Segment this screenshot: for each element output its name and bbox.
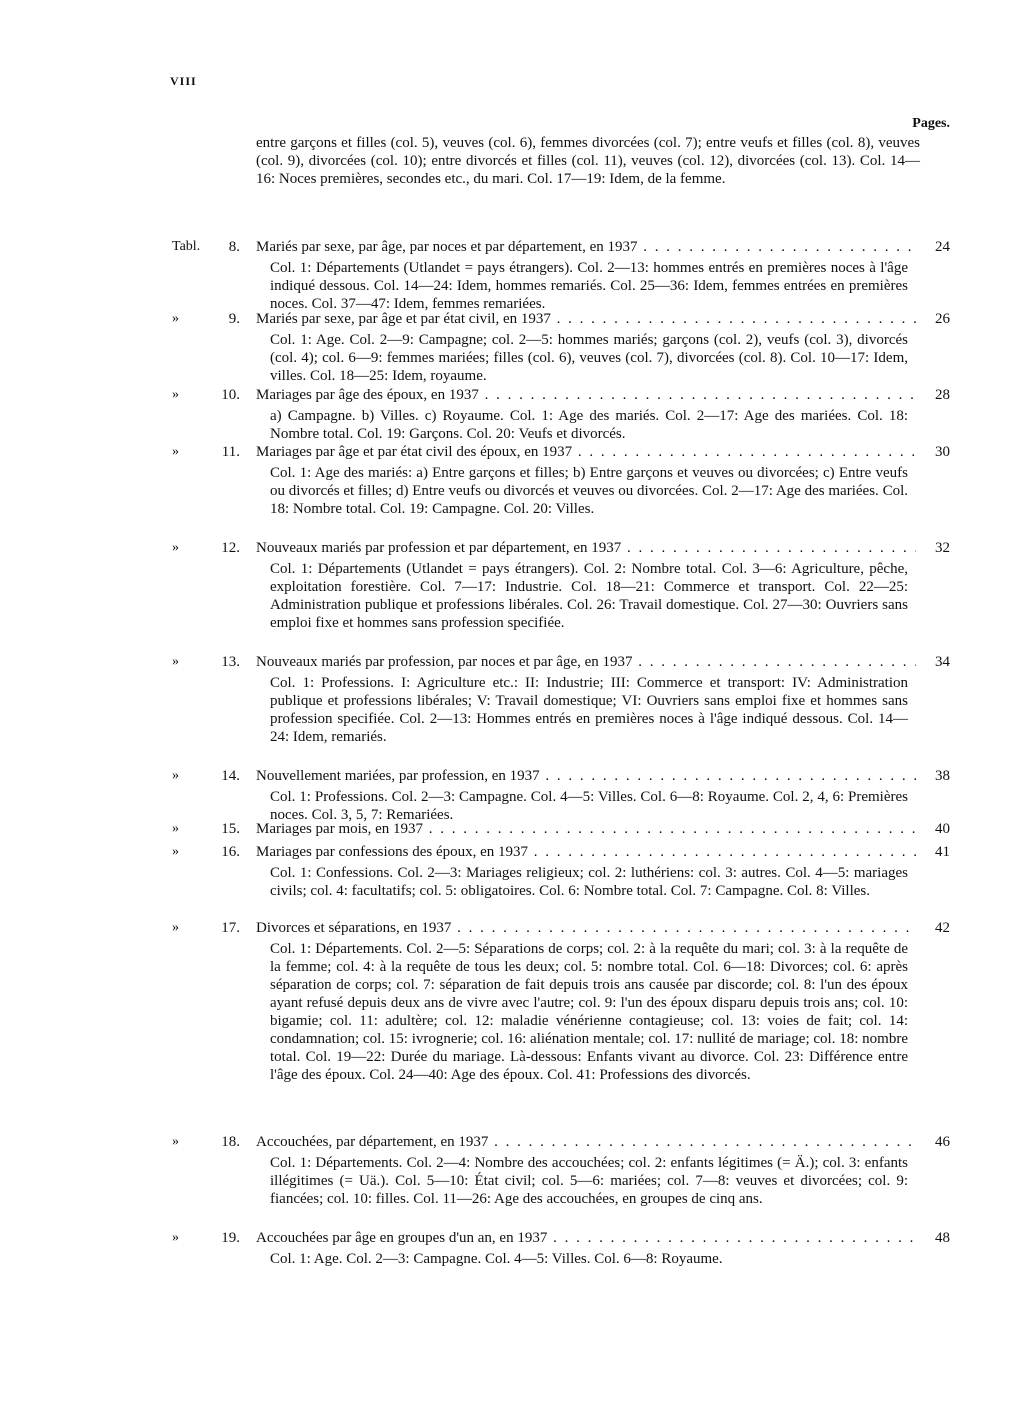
entry-number: 8. (228, 239, 240, 255)
entry-page: 30 (916, 443, 950, 461)
toc-entry (0, 238, 1024, 313)
pages-column-header: Pages. (912, 116, 950, 131)
entry-number: 15. (221, 821, 240, 837)
entry-prefix: » (172, 1134, 179, 1149)
entry-title: Mariés par sexe, par âge, par noces et par département, en 1937 . . . (256, 238, 916, 256)
entry-prefix: » (172, 387, 179, 402)
entry-description: Col. 1: Départements. Col. 2—5: Séparations de corps; col. 2: à la requête du mari; col. 3: à la requête de la femme; col. 4: à la requête de tous les deux; col. 5: nombre total. Col. 6—18: Divorces; col. 6: après séparation de corps; col. 7: séparation de fait depuis trois ans causée par discorde; col. 8: l'un des époux ayant refusé depuis deux ans de vivre avec l'autre; col. 9: l'un des époux disparu depuis trois ans; col. 10: bigamie; col. 11: adultère; col. 12: maladie vénérienne contagieuse; col. 13: voies de fait; col. 14: condamnation; col. 15: ivrognerie; col. 16: aliénation mentale; col. 17: nullité de mariage; col. 18: nombre total. Col. 19—22: Durée du mariage. Là-dessous: Enfants vivant au divorce. Col. 23: Différence entre l'âge des époux. Col. 24—40: Age des époux. Col. 41: Professions des divorcés. (270, 941, 908, 1083)
toc-entry (0, 919, 1024, 1084)
entry-title: Divorces et séparations, en 1937 . . . (256, 919, 916, 937)
toc-entry (0, 386, 1024, 443)
entry-number: 18. (221, 1134, 240, 1150)
toc-entry (0, 767, 1024, 824)
entry-title: Nouvellement mariées, par profession, en 1937 . . . (256, 767, 916, 785)
entry-title: Accouchées, par département, en 1937 . . . (256, 1133, 916, 1151)
entry-description: Col. 1: Age. Col. 2—3: Campagne. Col. 4—5: Villes. Col. 6—8: Royaume. (270, 1251, 723, 1267)
entry-number: 16. (221, 844, 240, 860)
entry-prefix: » (172, 1230, 179, 1245)
page-number: VIII (170, 74, 197, 88)
entry-description: Col. 1: Age. Col. 2—9: Campagne; col. 2—5: hommes mariés; garçons (col. 2), veufs (col. 3), divorcés (col. 4); col. 6—9: femmes mariées; filles (col. 6), veuves (col. 7), divorcées (col. 8). Col. 10—17: Idem, villes. Col. 18—25: Idem, royaume. (270, 332, 908, 384)
entry-prefix: Tabl. (172, 239, 201, 254)
entry-number: 10. (221, 387, 240, 403)
entry-number: 19. (221, 1230, 240, 1246)
entry-title: Mariages par âge des époux, en 1937 . . . (256, 386, 916, 404)
toc-entry (0, 443, 1024, 518)
entry-title: Accouchées par âge en groupes d'un an, en 1937 . . . (256, 1229, 916, 1247)
entry-prefix: » (172, 844, 179, 859)
entry-prefix: » (172, 920, 179, 935)
entry-number: 17. (221, 920, 240, 936)
entry-page: 42 (916, 919, 950, 937)
entry-page: 40 (916, 820, 950, 838)
entry-page: 38 (916, 767, 950, 785)
entry-number: 9. (228, 311, 240, 327)
entry-description: Col. 1: Confessions. Col. 2—3: Mariages religieux; col. 2: luthériens: col. 3: autres. Col. 4—5: mariages civils; col. 4: facultatifs; col. 5: obligatoires. Col. 6: Nombre total. Col. 7: Campagne. Col. 8: Villes. (270, 865, 908, 899)
entry-description: Col. 1: Professions. Col. 2—3: Campagne. Col. 4—5: Villes. Col. 6—8: Royaume. Col. 2, 4, 6: Premières noces. Col. 3, 5, 7: Remariées. (270, 789, 908, 823)
entry-prefix: » (172, 311, 179, 326)
entry-title: Nouveaux mariés par profession et par département, en 1937 . . . (256, 539, 916, 557)
toc-entry (0, 310, 1024, 385)
entry-description: Col. 1: Professions. I: Agriculture etc.: II: Industrie; III: Commerce et transport: IV: Administration publique et professions libérales; V: Travail domestique; VI: Ouvriers sans emploi fixe et hommes sans profession specifiée. Col. 2—13: Hommes entrés en premières noces à l'âge indiqué dessous. Col. 14—24: Idem, remariés. (270, 675, 908, 745)
entry-page: 46 (916, 1133, 950, 1151)
toc-entry (0, 653, 1024, 746)
toc-entry (0, 1229, 1024, 1268)
entry-title: Nouveaux mariés par profession, par noces et par âge, en 1937 . . . (256, 653, 916, 671)
entry-number: 11. (221, 444, 240, 460)
entry-prefix: » (172, 821, 179, 836)
entry-prefix: » (172, 654, 179, 669)
entry-description: Col. 1: Départements (Utlandet = pays étrangers). Col. 2—13: hommes entrés en premières noces à l'âge indiqué dessous. Col. 14—24: Idem, hommes remariés. Col. 25—36: Idem, femmes entrées en premières noces. Col. 37—47: Idem, femmes remariées. (270, 260, 908, 312)
entry-prefix: » (172, 444, 179, 459)
entry-title: Mariages par confessions des époux, en 1937 . . . (256, 843, 916, 861)
entry-description: a) Campagne. b) Villes. c) Royaume. Col. 1: Age des mariés. Col. 2—17: Age des mariées. Col. 18: Nombre total. Col. 19: Garçons. Col. 20: Veufs et divorcés. (270, 408, 908, 442)
toc-entry (0, 539, 1024, 632)
entry-description: Col. 1: Départements. Col. 2—4: Nombre des accouchées; col. 2: enfants légitimes (= Ä.); col. 3: enfants illégitimes (= Uä.). Col. 5—10: État civil; col. 5—6: mariées; col. 7—8: veuves et divorcées; col. 9: fiancées; col. 10: filles. Col. 11—26: Age des accouchées, en groupes de cinq ans. (270, 1155, 908, 1207)
entry-prefix: » (172, 768, 179, 783)
entry-description: Col. 1: Départements (Utlandet = pays étrangers). Col. 2: Nombre total. Col. 3—6: Agriculture, pêche, exploitation forestière. Col. 7—17: Industrie. Col. 18—21: Commerce et transport. Col. 22—25: Administration publique et professions libérales. Col. 26: Travail domestique. Col. 27—30: Ouvriers sans emploi fixe et hommes sans profession specifiée. (270, 561, 908, 631)
entry-description: Col. 1: Age des mariés: a) Entre garçons et filles; b) Entre garçons et veuves ou divorcées; c) Entre veufs ou divorcés et filles; d) Entre veufs ou divorcés et veuves ou divorcées. Col. 2—17: Age des mariées. Col. 18: Nombre total. Col. 19: Campagne. Col. 20: Villes. (270, 465, 908, 517)
toc-entry (0, 843, 1024, 900)
entry-page: 32 (916, 539, 950, 557)
entry-number: 14. (221, 768, 240, 784)
entry-title: Mariages par âge et par état civil des époux, en 1937 . . . (256, 443, 916, 461)
entry-page: 41 (916, 843, 950, 861)
toc-entry (0, 820, 1024, 838)
entry-page: 34 (916, 653, 950, 671)
continuation-paragraph: entre garçons et filles (col. 5), veuves (col. 6), femmes divorcées (col. 7); entre veufs et filles (col. 8), veuves (col. 9), divorcées (col. 10); entre divorcés et filles (col. 11), veuves (col. 12), divorcées (col. 13). Col. 14—16: Noces premières, secondes etc., du mari. Col. 17—19: Idem, de la femme. (256, 135, 920, 187)
entry-title: Mariages par mois, en 1937 . . . (256, 820, 916, 838)
entry-prefix: » (172, 540, 179, 555)
entry-number: 12. (221, 540, 240, 556)
entry-page: 48 (916, 1229, 950, 1247)
entry-page: 26 (916, 310, 950, 328)
entry-number: 13. (221, 654, 240, 670)
entry-page: 28 (916, 386, 950, 404)
entry-title: Mariés par sexe, par âge et par état civil, en 1937 . . . (256, 310, 916, 328)
entry-page: 24 (916, 238, 950, 256)
toc-entry (0, 1133, 1024, 1208)
